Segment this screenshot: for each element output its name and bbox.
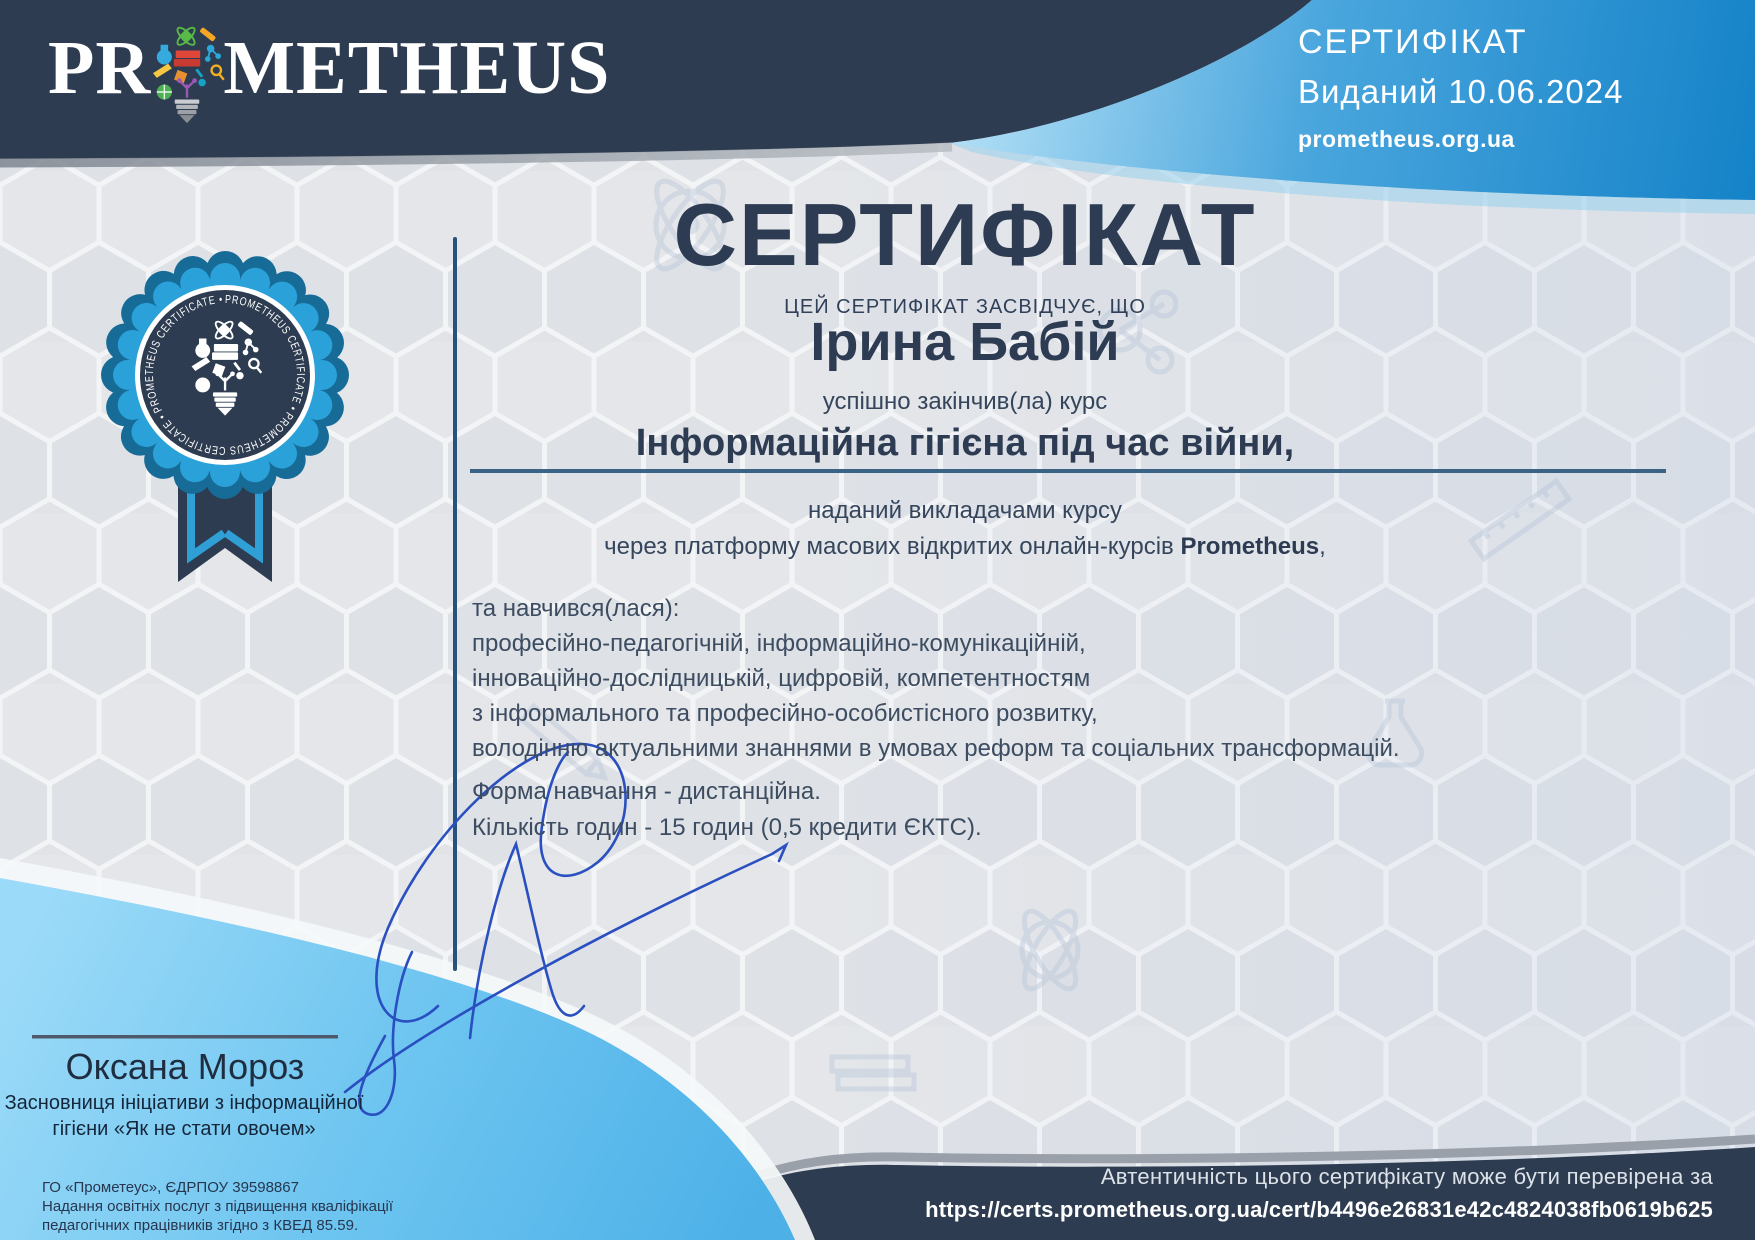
certificate-badge: [120, 270, 330, 582]
learned-line: з інформального та професійно-особистісного розвитку,: [472, 700, 1098, 727]
science-lightbulb-icon: [147, 24, 227, 126]
divider-line: [453, 237, 457, 971]
issue-date: Виданий 10.06.2024: [1298, 73, 1624, 110]
signatory-name: Оксана Мороз: [65, 1046, 305, 1087]
logo-text-right: METHEUS: [223, 26, 611, 110]
org-line: ГО «Прометеус», ЄДРПОУ 39598867: [42, 1179, 299, 1196]
completed-label: успішно закінчив(ла) курс: [822, 388, 1108, 415]
learned-line: інноваційно-дослідницькій, цифровій, компетентностям: [472, 665, 1091, 692]
org-line: Надання освітніх послуг з підвищення кваліфікації: [42, 1198, 394, 1215]
org-line: педагогічних працівників згідно з КВЕД 85.59.: [42, 1217, 359, 1234]
learned-line: володінню актуальними знаннями в умовах реформ та соціальних трансформацій.: [472, 735, 1400, 762]
prometheus-logo: [48, 26, 611, 126]
signatory-role-line: Засновниця ініціативи з інформаційної: [4, 1092, 364, 1114]
signatory-role-line: гігієни «Як не стати овочем»: [52, 1118, 316, 1140]
study-details: [472, 774, 1372, 846]
certificate-title: СЕРТИФІКАТ: [673, 185, 1257, 284]
verify-label: Автентичність цього сертифікату може бути перевірена за: [1100, 1164, 1713, 1189]
platform-line: [470, 533, 1460, 561]
learned-block: [472, 591, 1472, 766]
corner-certificate-label: СЕРТИФІКАТ: [1298, 23, 1528, 61]
signature-line: [32, 1035, 338, 1039]
corner-info: [1298, 22, 1623, 153]
footer-verification: [925, 1164, 1713, 1223]
course-underline: [470, 469, 1666, 473]
platform-name: Prometheus: [1180, 533, 1320, 560]
organization-info: [42, 1178, 442, 1235]
provided-by-label: наданий викладачами курсу: [807, 497, 1123, 524]
platform-suffix: ,: [1319, 533, 1326, 560]
signatory-role: [0, 1090, 368, 1142]
platform-prefix: через платформу масових відкритих онлайн-курсів: [604, 533, 1181, 560]
verify-url-link[interactable]: https://certs.prometheus.org.ua/cert/b4496e26831e42c4824038fb0619b625: [925, 1197, 1713, 1222]
recipient-name: Ірина Бабій: [810, 312, 1120, 372]
learned-line: професійно-педагогічній, інформаційно-комунікаційній,: [472, 630, 1086, 657]
learned-intro: та навчився(лася):: [472, 595, 680, 622]
badge-ring-text: PROMETHEUS CERTIFICATE • PROMETHEUS CERTIFICATE • PROMETHEUS CERTIFICATE •: [143, 293, 307, 457]
study-form-line: Форма навчання - дистанційна.: [472, 778, 821, 805]
website-link[interactable]: prometheus.org.ua: [1298, 126, 1515, 152]
course-title: Інформаційна гігієна під час війни,: [635, 422, 1295, 464]
certifies-label: ЦЕЙ СЕРТИФІКАТ ЗАСВІДЧУЄ, ЩО: [784, 296, 1146, 318]
study-hours-line: Кількість годин - 15 годин (0,5 кредити ЄКТС).: [472, 814, 982, 841]
logo-text-left: PR: [48, 26, 152, 110]
